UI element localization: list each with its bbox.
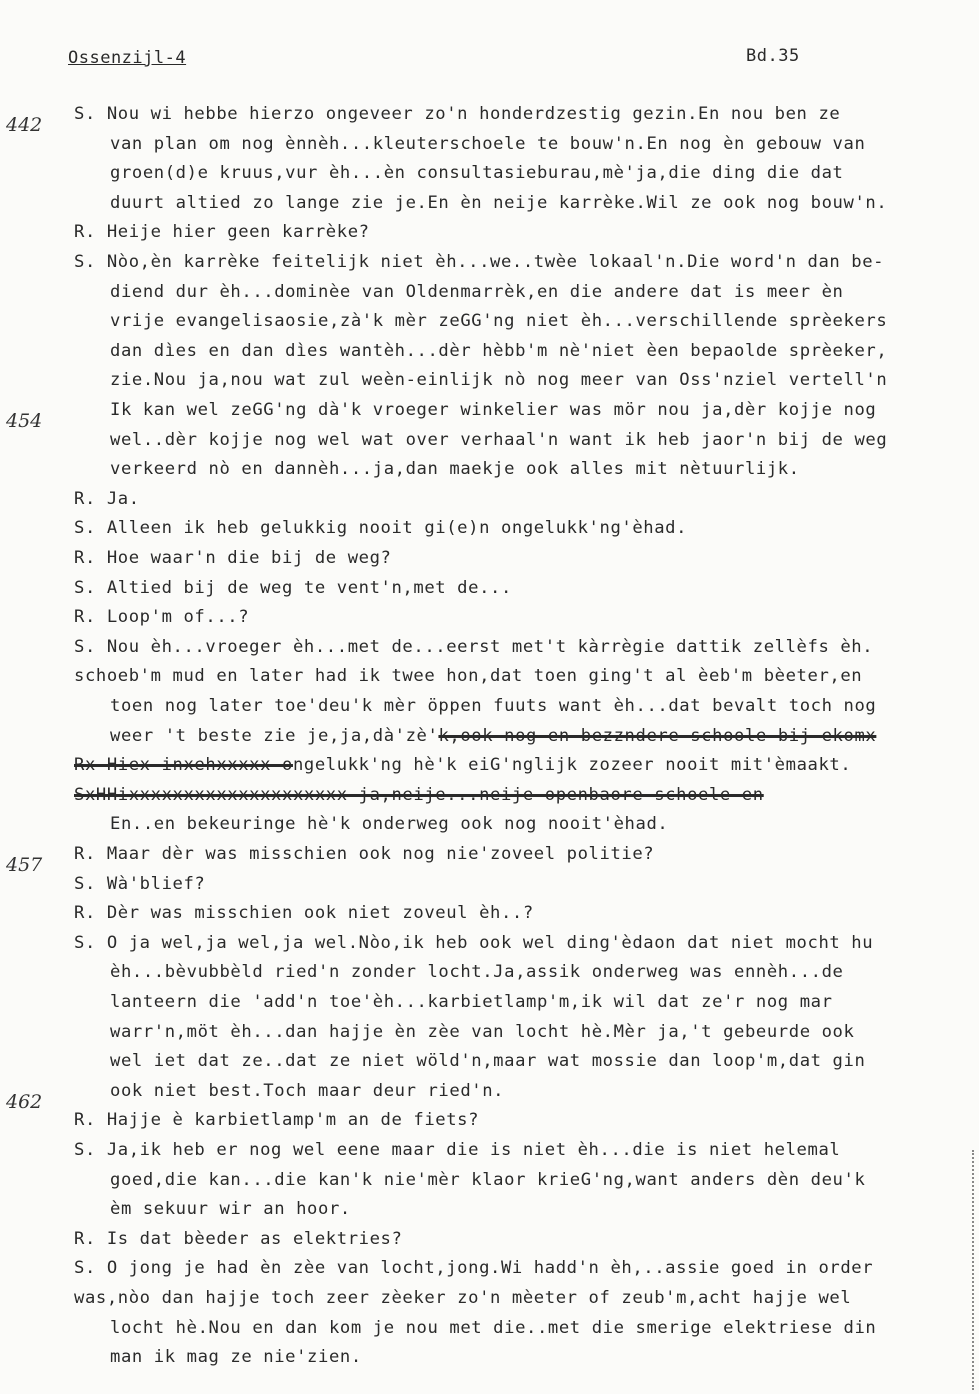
transcript-line: van plan om nog ènnèh...kleuterschoele te bouw'n.En nog èn gebouw van — [110, 133, 866, 154]
transcript-line: En..en bekeuringe hè'k onderweg ook nog nooit'èhad. — [110, 814, 669, 835]
transcript-line: S. Alleen ik heb gelukkig nooit gi(e)n ongelukk'ng'èhad. — [74, 518, 688, 539]
transcript-line: èm sekuur wir an hoor. — [110, 1199, 351, 1220]
page-edge-mark — [972, 1150, 976, 1390]
transcript-line: èh...bèvubbèld ried'n zonder locht.Ja,assik onderweg was ennèh...de — [110, 962, 844, 983]
transcript-line: ook niet best.Toch maar deur ried'n. — [110, 1080, 505, 1101]
transcript-line: wel..dèr kojje nog wel wat over verhaal'n want ik heb jaor'n bij de weg — [110, 429, 888, 450]
transcript-line: diend dur èh...dominèe van Oldenmarrèk,en die andere dat is meer èn — [110, 281, 844, 302]
transcript-line: S. O jong je had èn zèe van locht,jong.Wi hadd'n èh,..assie goed in order — [74, 1258, 874, 1279]
transcript-line: SxHHixxxxxxxxxxxxxxxxxxxx ja,neije...neije openbaore schoele en — [74, 784, 764, 805]
transcript-line: lanteern die 'add'n toe'èh...karbietlamp'm,ik wil dat ze'r nog mar — [110, 992, 833, 1012]
transcript-line: schoeb'm mud en later had ik twee hon,dat toen ging't al èeb'm bèeter,en — [74, 666, 863, 687]
transcript-line: man ik mag ze nie'zien. — [110, 1347, 362, 1368]
transcript-line: R. Loop'm of...? — [74, 607, 250, 628]
transcript-line: zie.Nou ja,nou wat zul weèn-einlijk nò nog meer van Oss'nziel vertell'n — [110, 370, 888, 391]
transcript-line: dan dìes en dan dìes wantèh...dèr hèbb'm nè'niet èen bepaolde sprèeker, — [110, 340, 888, 361]
transcript-line: R. Hajje è karbietlamp'm an de fiets? — [74, 1110, 480, 1131]
transcript-line: R. Is dat bèeder as elektries? — [74, 1228, 403, 1249]
transcript-line: Ik kan wel zeGG'ng dà'k vroeger winkelier was mör nou ja,dèr kojje nog — [110, 400, 877, 420]
margin-line-number: 442 — [6, 114, 43, 136]
transcript-line: groen(d)e kruus,vur èh...èn consultasieburau,mè'ja,die ding die dat — [110, 163, 844, 184]
margin-line-number: 454 — [6, 410, 43, 432]
margin-line-number: 462 — [6, 1090, 43, 1113]
transcript-line: vrije evangelisaosie,zà'k mèr zeGG'ng niet èh...verschillende sprèekers — [110, 311, 888, 332]
transcript-line: S. Ja,ik heb er nog wel eene maar die is niet èh...die is niet helemal — [74, 1140, 841, 1160]
transcript-line: Rx Hiex inxehxxxxx ongelukk'ng hè'k eiG'nglijk zozeer nooit mit'èmaakt. — [74, 755, 852, 776]
transcript-line: R. Dèr was misschien ook niet zoveul èh..? — [74, 903, 534, 924]
transcript-line: weer 't beste zie je,ja,dà'zè'k,ook nog en bezzndere schoole bij ekomx — [110, 725, 877, 746]
transcript-line: goed,die kan...die kan'k nie'mèr klaor krieG'ng,want anders dèn deu'k — [110, 1169, 866, 1190]
margin-line-number: 457 — [6, 854, 43, 876]
transcript-line: R. Ja. — [74, 488, 140, 509]
page-number: Bd.35 — [746, 46, 800, 66]
transcript-line: S. Altied bij de weg te vent'n,met de... — [74, 577, 512, 598]
transcript-line: S. Nou èh...vroeger èh...met de...eerst met't kàrrègie dattik zellèfs èh. — [74, 636, 874, 657]
transcript-line: S. Nou wi hebbe hierzo ongeveer zo'n honderdzestig gezin.En nou ben ze — [74, 104, 841, 124]
transcript-line: R. Maar dèr was misschien ook nog nie'zoveel politie? — [74, 844, 655, 864]
transcript-line: R. Heije hier geen karrèke? — [74, 222, 370, 243]
transcript-line: S. Nòo,èn karrèke feitelijk niet èh...we..twèe lokaal'n.Die word'n dan be- — [74, 252, 885, 272]
transcript-line: wel iet dat ze..dat ze niet wöld'n,maar wat mossie dan loop'm,dat gin — [110, 1051, 866, 1072]
transcript-line: warr'n,möt èh...dan hajje èn zèe van locht hè.Mèr ja,'t gebeurde ook — [110, 1021, 855, 1042]
transcript-line: was,nòo dan hajje toch zeer zèeker zo'n mèeter of zeub'm,acht hajje wel — [74, 1288, 852, 1308]
document-title: Ossenzijl-4 — [68, 48, 187, 68]
transcript-line: R. Hoe waar'n die bij de weg? — [74, 548, 392, 568]
transcript-line: S. O ja wel,ja wel,ja wel.Nòo,ik heb ook wel ding'èdaon dat niet mocht hu — [74, 932, 874, 953]
transcript-line: S. Wà'blief? — [74, 873, 206, 894]
transcript-line: toen nog later toe'deu'k mèr öppen fuuts want èh...dat bevalt toch nog — [110, 696, 877, 716]
transcript-line: duurt altied zo lange zie je.En èn neije karrèke.Wil ze ook nog bouw'n. — [110, 192, 888, 213]
transcript-line: verkeerd nò en dannèh...ja,dan maekje ook alles mit nètuurlijk. — [110, 459, 800, 480]
transcript-line: locht hè.Nou en dan kom je nou met die..met die smerige elektriese din — [110, 1317, 877, 1338]
